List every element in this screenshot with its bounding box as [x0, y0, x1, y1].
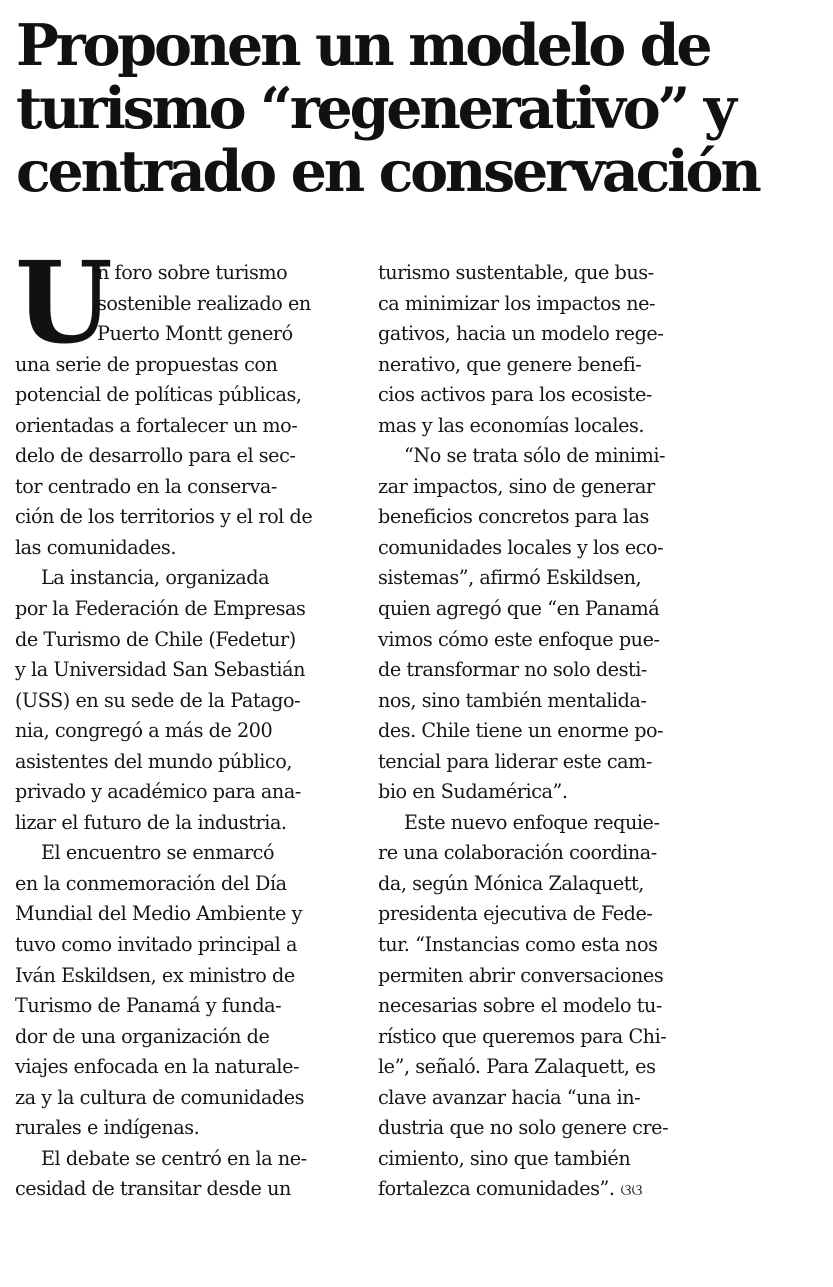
text-line: las comunidades.	[15, 535, 176, 559]
text-line: dor de una organización de	[15, 1024, 270, 1048]
text-line: tuvo como invitado principal a	[15, 933, 297, 957]
end-mark-icon: ଓଓ	[620, 1180, 643, 1200]
text-line: quien agregó que “en Panamá	[378, 597, 660, 621]
text-line: El debate se centró en la ne-	[41, 1146, 307, 1170]
text-line: clave avanzar hacia “una in-	[378, 1085, 641, 1109]
text-line: comunidades locales y los eco-	[378, 535, 664, 559]
text-line: cimiento, sino que también	[378, 1146, 631, 1170]
text-line: La instancia, organizada	[41, 566, 270, 590]
text-line: tencial para liderar este cam-	[378, 749, 652, 773]
text-line: permiten abrir conversaciones	[378, 963, 664, 987]
text-line: Iván Eskildsen, ex ministro de	[15, 963, 295, 987]
text-line: tor centrado en la conserva-	[15, 474, 277, 498]
text-line: (USS) en su sede de la Patago-	[15, 688, 301, 712]
text-line: zar impactos, sino de generar	[378, 474, 655, 498]
text-line: des. Chile tiene un enorme po-	[378, 719, 664, 743]
text-line: orientadas a fortalecer un mo-	[15, 413, 298, 437]
text-line: dustria que no solo genere cre-	[378, 1116, 669, 1140]
headline	[16, 14, 816, 203]
text-line: cios activos para los ecosiste-	[378, 383, 652, 407]
drop-cap: U	[15, 238, 113, 369]
text-line: vimos cómo este enfoque pue-	[378, 627, 660, 651]
text-line: por la Federación de Empresas	[15, 597, 306, 621]
text-line: de transformar no solo desti-	[378, 658, 647, 682]
text-line-final-text: fortalezca comunidades”.	[378, 1177, 615, 1201]
text-line: nos, sino también mentalida-	[378, 688, 647, 712]
text-line: una serie de propuestas con	[15, 352, 278, 376]
text-line: le”, señaló. Para Zalaquett, es	[378, 1055, 656, 1079]
text-line: gativos, hacia un modelo rege-	[378, 322, 664, 346]
article-column-left	[15, 238, 345, 1205]
text-line: y la Universidad San Sebastián	[15, 658, 305, 682]
text-line: beneficios concretos para las	[378, 505, 649, 529]
text-line: necesarias sobre el modelo tu-	[378, 994, 662, 1018]
article-column-right	[378, 258, 708, 1205]
text-line: Puerto Montt generó	[97, 322, 293, 346]
text-line: Mundial del Medio Ambiente y	[15, 902, 302, 926]
text-line: turismo sustentable, que bus-	[378, 261, 654, 284]
text-line: rístico que queremos para Chi-	[378, 1024, 667, 1048]
text-line: potencial de políticas públicas,	[15, 383, 302, 407]
text-line: da, según Mónica Zalaquett,	[378, 871, 644, 895]
text-line: sostenible realizado en	[97, 291, 311, 315]
text-line: Este nuevo enfoque requie-	[404, 810, 660, 834]
text-line: mas y las economías locales.	[378, 413, 645, 437]
text-line: lizar el futuro de la industria.	[15, 810, 287, 834]
text-line: nerativo, que genere benefi-	[378, 352, 642, 376]
text-line: ca minimizar los impactos ne-	[378, 291, 656, 315]
headline-line: turismo “regenerativo” y	[16, 75, 734, 142]
text-line: “No se trata sólo de minimi-	[404, 444, 666, 468]
headline-line: centrado en conservación	[16, 138, 759, 205]
headline-line: Proponen un modelo de	[16, 12, 710, 79]
text-line: sistemas”, afirmó Eskildsen,	[378, 566, 642, 590]
text-line: presidenta ejecutiva de Fede-	[378, 902, 653, 926]
text-line: viajes enfocada en la naturale-	[15, 1055, 300, 1079]
text-line: rurales e indígenas.	[15, 1116, 200, 1140]
text-line-final	[378, 1174, 708, 1205]
text-line: asistentes del mundo público,	[15, 749, 292, 773]
text-line: n foro sobre turismo	[97, 261, 288, 284]
text-line: de Turismo de Chile (Fedetur)	[15, 627, 296, 651]
text-line: re una colaboración coordina-	[378, 841, 657, 865]
text-line: privado y académico para ana-	[15, 780, 301, 804]
text-line: cesidad de transitar desde un	[15, 1177, 291, 1201]
text-line: nia, congregó a más de 200	[15, 719, 273, 743]
text-line: Turismo de Panamá y funda-	[15, 994, 282, 1018]
text-line: bio en Sudamérica”.	[378, 780, 568, 804]
text-line: en la conmemoración del Día	[15, 871, 287, 895]
text-line: delo de desarrollo para el sec-	[15, 444, 296, 468]
text-line: El encuentro se enmarcó	[41, 841, 275, 865]
text-line: za y la cultura de comunidades	[15, 1085, 305, 1109]
text-line: ción de los territorios y el rol de	[15, 505, 313, 529]
text-line: tur. “Instancias como esta nos	[378, 933, 658, 957]
